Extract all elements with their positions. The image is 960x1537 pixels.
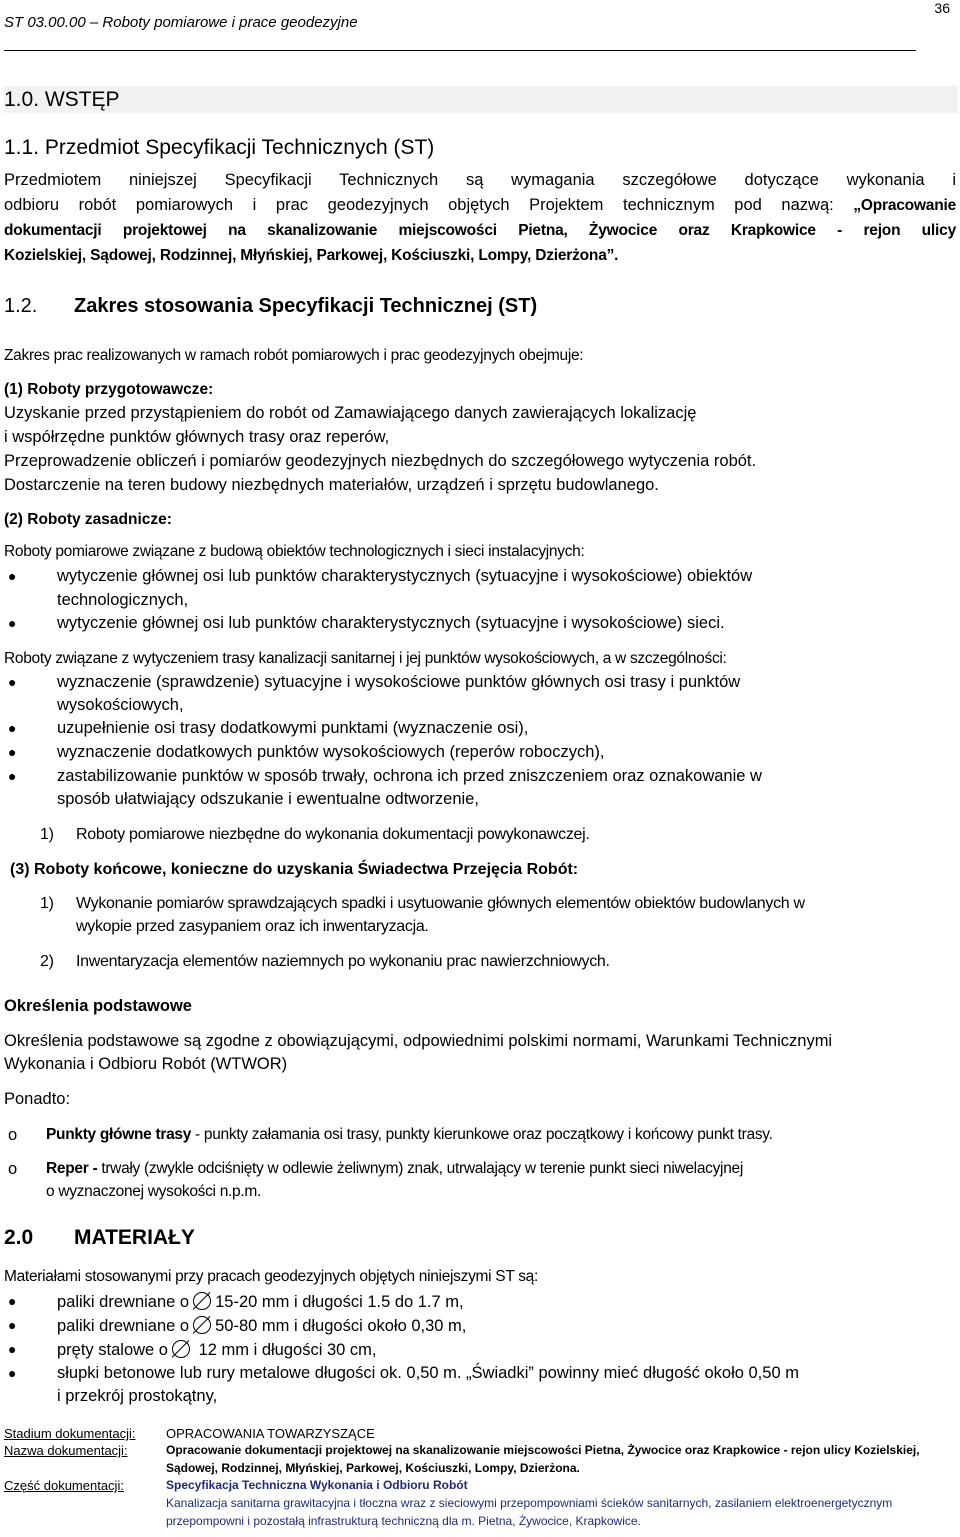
section-1-2-title	[4, 295, 537, 318]
diameter-icon	[193, 1292, 211, 1310]
footer-part-line-1: Specyfikacja Techniczna Wykonania i Odbioru Robót	[166, 1478, 468, 1492]
material-2-pre: paliki drewniane o	[57, 1317, 190, 1335]
setup-bullet-2: wytyczenie głównej osi lub punktów charakterystycznych (sytuacyjne i wysokościowe) sieci.	[57, 614, 725, 632]
material-2-post: 50-80 mm i długości około 0,30 m,	[215, 1317, 467, 1335]
powyk-number: 1)	[40, 826, 54, 843]
running-header: ST 03.00.00 – Roboty pomiarowe i prace geodezyjne	[4, 14, 358, 31]
bullet-icon: ●	[8, 615, 17, 631]
ponadto-label: Ponadto:	[4, 1090, 71, 1108]
bullet-icon: ●	[8, 720, 17, 736]
definitions-line-1: Określenia podstawowe są zgodne z obowiązującymi, odpowiednimi polskimi normami, Warunkami Technicznymi	[4, 1032, 833, 1050]
material-1-pre: paliki drewniane o	[57, 1293, 190, 1311]
section-1-0-title: 1.0. WSTĘP	[4, 86, 958, 113]
bullet-icon: ●	[8, 1293, 17, 1309]
trasy-bullet-4: zastabilizowanie punktów w sposób trwały, ochrona ich przed zniszczeniem oraz oznakowanie w	[57, 767, 762, 785]
bullet-icon: ●	[8, 744, 17, 760]
section-2-0-number: 2.0	[4, 1226, 34, 1249]
final-heading: (3) Roboty końcowe, konieczne do uzyskania Świadectwa Przejęcia Robót:	[10, 861, 579, 878]
bullet-icon: ●	[8, 1365, 17, 1381]
section-1-1-paragraph	[4, 168, 956, 268]
bullet-icon: ●	[8, 768, 17, 784]
bullet-icon: ●	[8, 674, 17, 690]
bullet-icon: ●	[8, 1341, 17, 1357]
prep-line-1: Uzyskanie przed przystąpieniem do robót od Zamawiającego danych zawierających lokalizację	[4, 404, 697, 422]
def-item-1-term: Punkty główne trasy	[46, 1126, 192, 1143]
bullet-icon: ●	[8, 568, 17, 584]
section-2-0-title	[4, 1226, 195, 1250]
def-item-2-marker: o	[8, 1160, 18, 1178]
setup-bullet-1: wytyczenie głównej osi lub punktów charakterystycznych (sytuacyjne i wysokościowe) obiektów	[57, 567, 753, 585]
para-line-1: Przedmiotem niniejszej Specyfikacji Technicznych są wymagania szczegółowe dotyczące wykonania i	[4, 171, 956, 189]
final-item-1-line-2: wykopie przed zasypaniem oraz ich inwentaryzacja.	[76, 918, 429, 935]
definitions-heading: Określenia podstawowe	[4, 997, 192, 1015]
section-1-2-heading: Zakres stosowania Specyfikacji Technicznej (ST)	[74, 295, 538, 317]
footer-part-label: Część dokumentacji:	[4, 1478, 124, 1493]
prep-line-4: Dostarczenie na teren budowy niezbędnych materiałów, urządzeń i sprzętu budowlanego.	[4, 476, 659, 494]
setup-bullet-1-cont: technologicznych,	[57, 591, 189, 609]
def-item-2-term: Reper -	[46, 1160, 98, 1177]
footer-stage-label: Stadium dokumentacji:	[4, 1426, 136, 1441]
trasy-bullet-1-cont: wysokościowych,	[57, 696, 184, 714]
page-number: 36	[934, 0, 950, 16]
material-bullet-1	[57, 1292, 464, 1312]
materials-intro: Materiałami stosowanymi przy pracach geodezyjnych objętych niniejszymi ST są:	[4, 1268, 538, 1285]
definitions-line-2: Wykonania i Odbioru Robót (WTWOR)	[4, 1055, 288, 1073]
trasy-bullet-3: wyznaczenie dodatkowych punktów wysokościowych (reperów roboczych),	[57, 743, 605, 761]
def-item-2	[46, 1160, 743, 1178]
prep-heading: (1) Roboty przygotowawcze:	[4, 381, 214, 398]
setup-intro: Roboty pomiarowe związane z budową obiektów technologicznych i sieci instalacyjnych:	[4, 543, 585, 560]
material-bullet-3	[57, 1340, 376, 1360]
def-item-2-desc: trwały (zwykle odciśnięty w odlewie żeliwnym) znak, utrwalający w terenie punkt sieci niwelacyjnej	[97, 1160, 743, 1177]
footer-part-line-3: przepompowni i pozostałą infrastrukturą techniczną dla m. Pietna, Żywocice, Krapkowice.	[166, 1514, 641, 1528]
para-line-2-bold: „Opracowanie	[853, 197, 956, 214]
setup-heading: (2) Roboty zasadnicze:	[4, 511, 172, 528]
footer-part-line-2: Kanalizacja sanitarna grawitacyjna i tłoczna wraz z sieciowymi przepompowniami ścieków sanitarnych, zasilaniem elektroenergetycznym	[166, 1496, 893, 1510]
material-bullet-4: słupki betonowe lub rury metalowe długości ok. 0,50 m. „Świadki” powinny mieć długość około 0,50 m	[57, 1364, 799, 1382]
material-3-pre: pręty stalowe o	[57, 1341, 168, 1359]
def-item-2-cont: o wyznaczonej wysokości n.p.m.	[46, 1183, 261, 1200]
footer-name-line-1: Opracowanie dokumentacji projektowej na skanalizowanie miejscowości Pietna, Żywocice oraz Krapkowice - rejon ulicy Kozielskiej,	[166, 1443, 920, 1457]
footer-name-line-2: Sądowej, Rodzinnej, Młyńskiej, Parkowej, Kościuszki, Lompy, Dzierżona.	[166, 1461, 580, 1475]
material-3-post: 12 mm i długości 30 cm,	[193, 1341, 377, 1359]
section-1-2-number: 1.2.	[4, 295, 38, 317]
final-item-1-line-1: Wykonanie pomiarów sprawdzających spadki i usytuowanie głównych elementów obiektów budowlanych w	[76, 895, 805, 912]
trasy-bullet-1: wyznaczenie (sprawdzenie) sytuacyjne i wysokościowe punktów głównych osi trasy i punktów	[57, 673, 741, 691]
trasy-bullet-4-cont: sposób ułatwiający odszukanie i ewentualne odtworzenie,	[57, 790, 479, 808]
section-2-0-heading: MATERIAŁY	[74, 1226, 195, 1249]
final-item-2-line-1: Inwentaryzacja elementów naziemnych po wykonaniu prac nawierzchniowych.	[76, 953, 610, 970]
powyk-text: Roboty pomiarowe niezbędne do wykonania dokumentacji powykonawczej.	[76, 826, 590, 843]
def-item-1-marker: o	[8, 1126, 18, 1144]
diameter-icon	[193, 1316, 211, 1334]
material-1-post: 15-20 mm i długości 1.5 do 1.7 m,	[215, 1293, 464, 1311]
para-line-2	[4, 193, 956, 218]
section-1-1-title: 1.1. Przedmiot Specyfikacji Technicznych (ST)	[4, 136, 435, 159]
trasy-bullet-2: uzupełnienie osi trasy dodatkowymi punktami (wyznaczenie osi),	[57, 719, 529, 737]
prep-line-2: i współrzędne punktów głównych trasy oraz reperów,	[4, 428, 390, 446]
def-item-1	[46, 1126, 773, 1144]
trasy-intro: Roboty związane z wytyczeniem trasy kanalizacji sanitarnej i jej punktów wysokościowych, a w szczególności:	[4, 650, 727, 667]
bullet-icon: ●	[8, 1317, 17, 1333]
header-divider	[4, 50, 916, 51]
para-line-2-normal: odbioru robót pomiarowych i prac geodezyjnych objętych Projektem technicznym pod nazwą:	[4, 196, 834, 214]
para-line-3: dokumentacji projektowej na skanalizowanie miejscowości Pietna, Żywocice oraz Krapkowice - rejon ulicy	[4, 222, 956, 239]
final-item-1-number: 1)	[40, 895, 54, 912]
para-line-4: Kozielskiej, Sądowej, Rodzinnej, Młyńskiej, Parkowej, Kościuszki, Lompy, Dzierżona”.	[4, 247, 619, 264]
prep-line-3: Przeprowadzenie obliczeń i pomiarów geodezyjnych niezbędnych do szczegółowego wytyczenia robót.	[4, 452, 757, 470]
def-item-1-desc: - punkty załamania osi trasy, punkty kierunkowe oraz początkowy i końcowy punkt trasy.	[191, 1126, 773, 1143]
material-bullet-4-cont: i przekrój prostokątny,	[57, 1387, 218, 1405]
footer-stage-value: OPRACOWANIA TOWARZYSZĄCE	[166, 1426, 375, 1441]
footer-name-label: Nazwa dokumentacji:	[4, 1443, 128, 1458]
diameter-icon	[172, 1340, 190, 1358]
scope-intro: Zakres prac realizowanych w ramach robót pomiarowych i prac geodezyjnych obejmuje:	[4, 347, 584, 364]
final-item-2-number: 2)	[40, 953, 54, 970]
material-bullet-2	[57, 1316, 466, 1336]
